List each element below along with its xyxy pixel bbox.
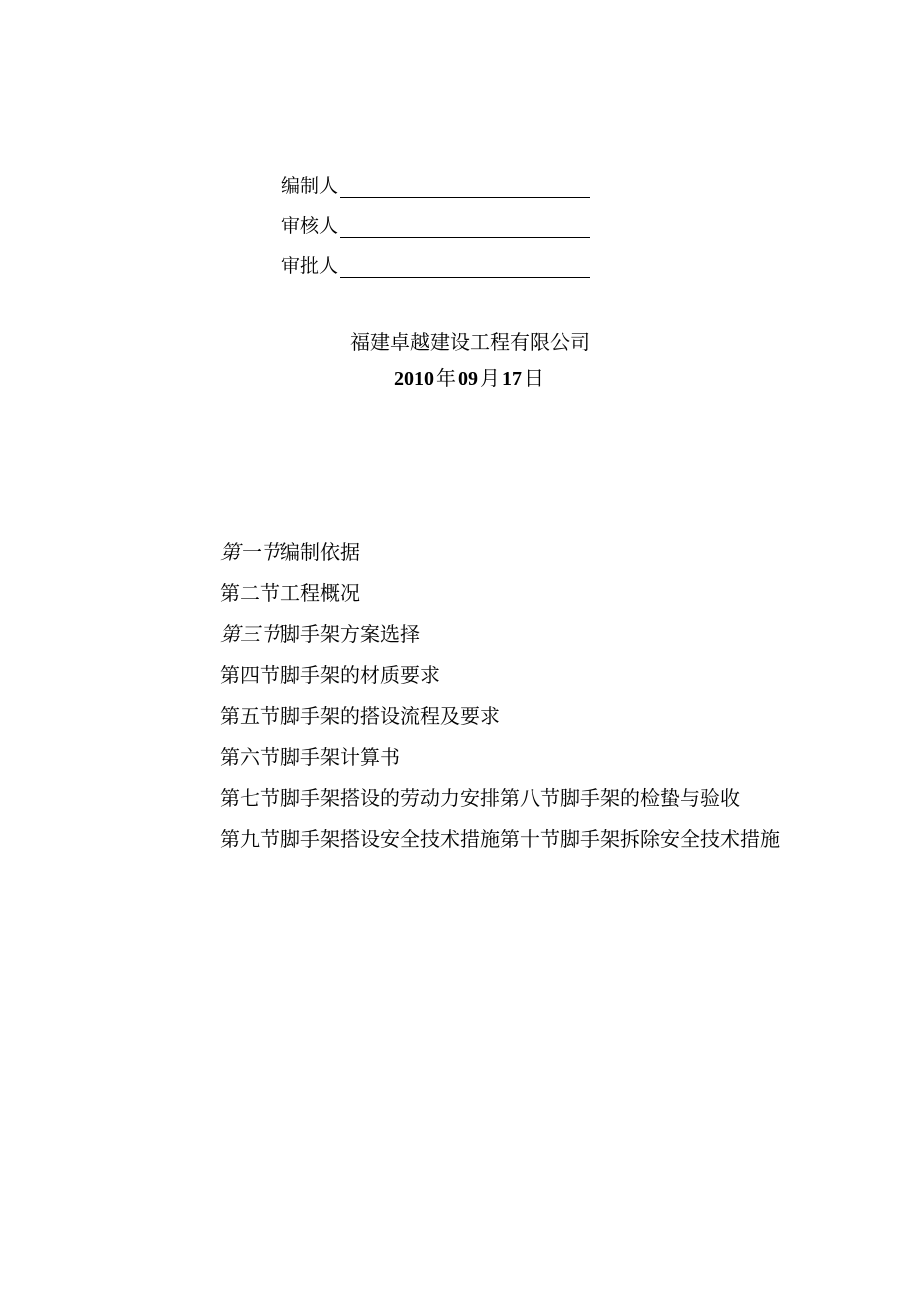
company-name: 福建卓越建设工程有限公司 (350, 330, 590, 354)
toc-title: 脚手架计算书 (280, 745, 400, 769)
signature-label: 编制人 (281, 175, 339, 197)
signature-row-reviewer (281, 208, 590, 238)
toc-title: 脚手架方案选择 (280, 622, 420, 646)
table-of-contents (220, 532, 840, 860)
toc-item-10[interactable] (500, 827, 780, 851)
date-month-unit: 月 (480, 366, 500, 390)
date-day-unit: 日 (524, 366, 544, 390)
toc-item-9[interactable] (220, 827, 500, 851)
toc-title: 脚手架的搭设流程及要求 (280, 704, 500, 728)
date-year-unit: 年 (436, 366, 456, 390)
signature-row-compiler (281, 168, 590, 198)
toc-title: 工程概况 (280, 581, 360, 605)
toc-prefix: 第一节 (220, 540, 280, 564)
signature-line (340, 177, 590, 198)
toc-title: 脚手架搭设安全技术措施 (280, 827, 500, 851)
signature-row-approver (281, 248, 590, 278)
toc-title: 脚手架的材质要求 (280, 663, 440, 687)
toc-title: 脚手架的检蛰与验收 (560, 786, 740, 810)
toc-prefix: 第四节 (220, 663, 280, 687)
date-month: 09 (458, 368, 478, 390)
toc-line-7-8 (220, 778, 840, 819)
toc-item-5[interactable] (220, 696, 840, 737)
toc-item-7[interactable] (220, 786, 500, 810)
date-year: 2010 (394, 368, 434, 390)
toc-prefix: 第三节 (220, 622, 280, 646)
signature-label: 审批人 (281, 255, 339, 277)
toc-prefix: 第五节 (220, 704, 280, 728)
toc-item-6[interactable] (220, 737, 840, 778)
document-date (0, 364, 920, 393)
toc-prefix: 第二节 (220, 581, 280, 605)
toc-title: 脚手架搭设的劳动力安排 (280, 786, 500, 810)
signature-line (340, 257, 590, 278)
toc-title: 编制依据 (280, 540, 360, 564)
toc-item-8[interactable] (500, 786, 740, 810)
signature-line (340, 217, 590, 238)
toc-item-4[interactable] (220, 655, 840, 696)
signature-label: 审核人 (281, 215, 339, 237)
toc-item-1[interactable] (220, 532, 840, 573)
date-day: 17 (502, 368, 522, 390)
toc-item-2[interactable] (220, 573, 840, 614)
toc-prefix: 第十节 (500, 827, 560, 851)
toc-prefix: 第八节 (500, 786, 560, 810)
toc-prefix: 第九节 (220, 827, 280, 851)
toc-title: 脚手架拆除安全技术措施 (560, 827, 780, 851)
toc-item-3[interactable] (220, 614, 840, 655)
toc-line-9-10 (220, 819, 840, 860)
toc-prefix: 第六节 (220, 745, 280, 769)
toc-prefix: 第七节 (220, 786, 280, 810)
